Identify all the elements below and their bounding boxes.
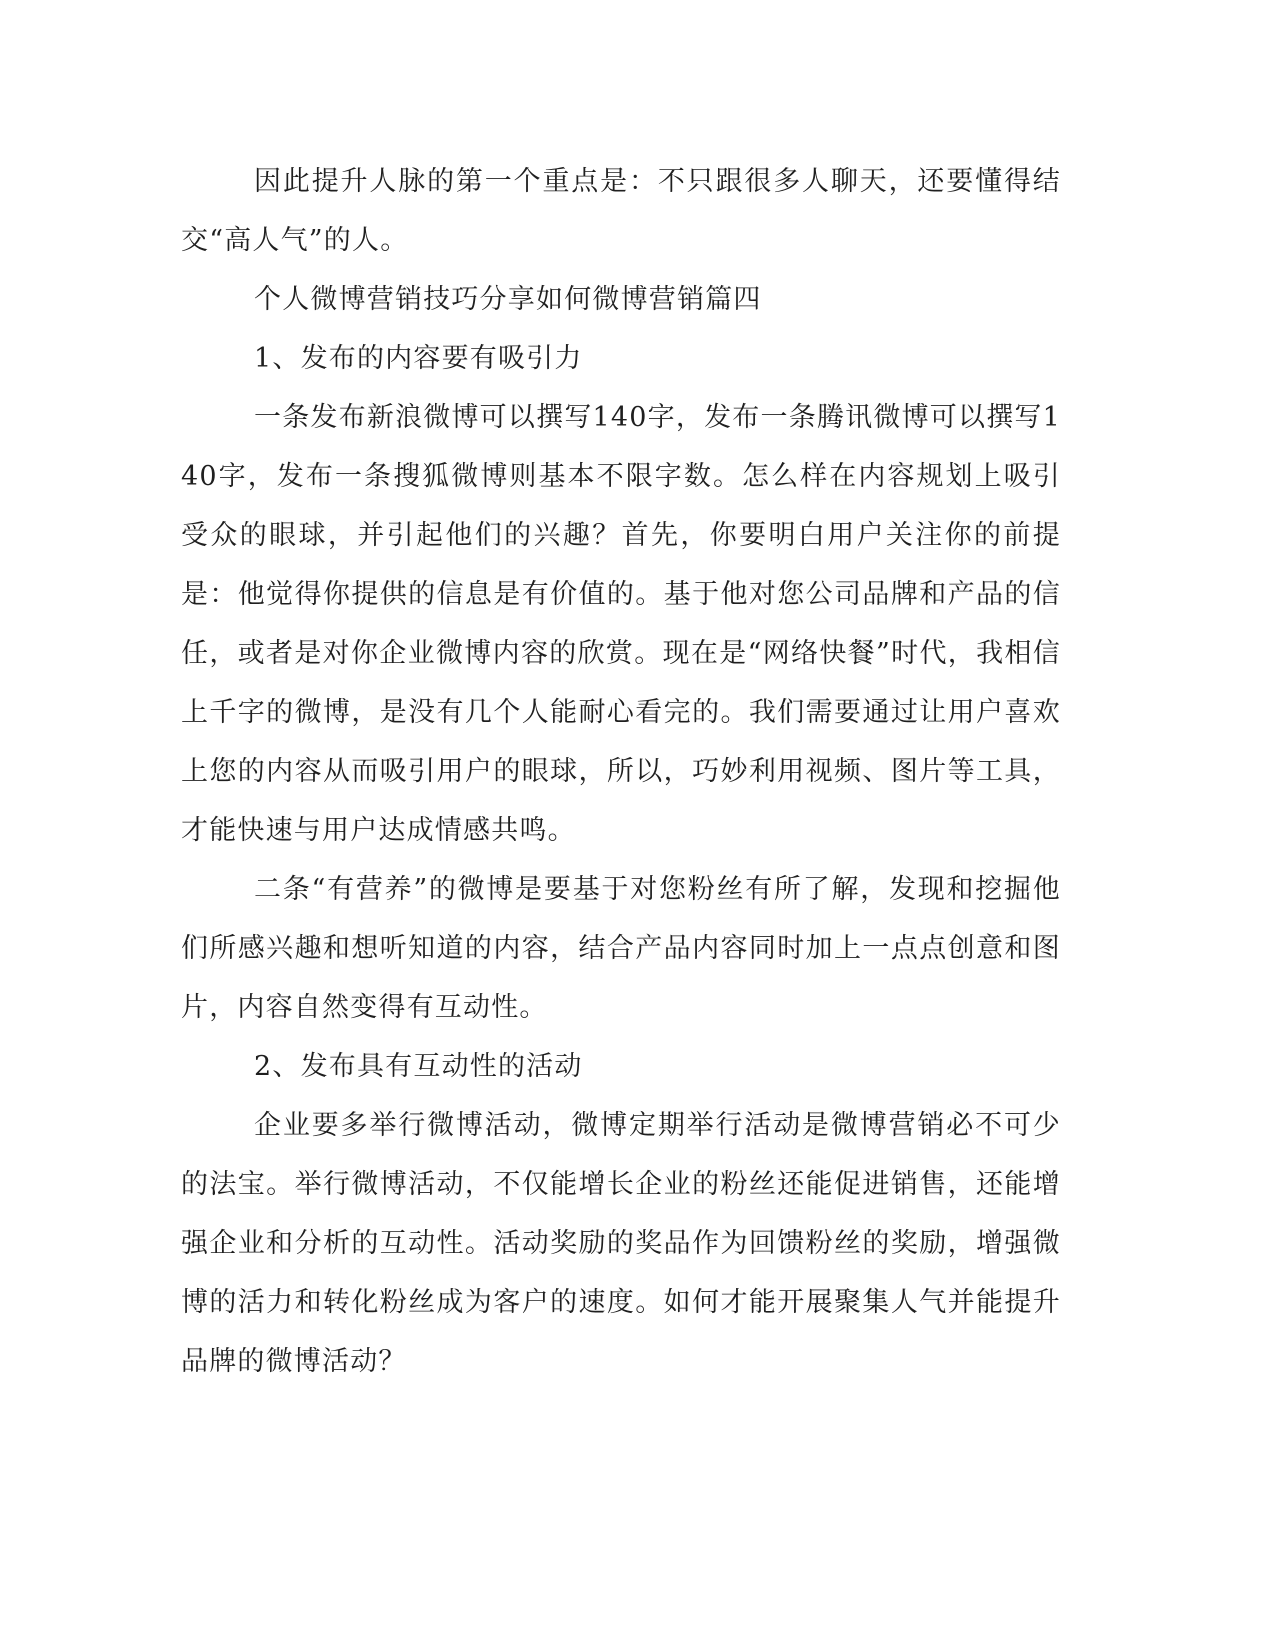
paragraph-networking-point: 因此提升人脉的第一个重点是：不只跟很多人聊天，还要懂得结交“高人气”的人。 [181, 166, 1061, 256]
document-body [181, 152, 1061, 1391]
paragraph-nutritious-weibo: 二条“有营养”的微博是要基于对您粉丝有所了解，发现和挖掘他们所感兴趣和想听知道的内容，结合产品内容同时加上一点点创意和图片，内容自然变得有互动性。 [181, 874, 1061, 1023]
paragraph-content-length: 一条发布新浪微博可以撰写140字，发布一条腾讯微博可以撰写140字，发布一条搜狐微博则基本不限字数。怎么样在内容规划上吸引受众的眼球，并引起他们的兴趣？首先，你要明白用户关注你的前提是：他觉得你提供的信息是有价值的。基于他对您公司品牌和产品的信任，或者是对你企业微博内容的欣赏。现在是“网络快餐”时代，我相信上千字的微博，是没有几个人能耐心看完的。我们需要通过让用户喜欢上您的内容从而吸引用户的眼球，所以，巧妙利用视频、图片等工具，才能快速与用户达成情感共鸣。 [181, 402, 1061, 846]
section-heading: 个人微博营销技巧分享如何微博营销篇四 [254, 284, 762, 315]
subheading-interactive-activities: 2、发布具有互动性的活动 [254, 1051, 583, 1082]
subheading-attractive-content: 1、发布的内容要有吸引力 [254, 343, 583, 374]
paragraph-weibo-activities: 企业要多举行微博活动，微博定期举行活动是微博营销必不可少的法宝。举行微博活动，不仅能增长企业的粉丝还能促进销售，还能增强企业和分析的互动性。活动奖励的奖品作为回馈粉丝的奖励，增强微博的活力和转化粉丝成为客户的速度。如何才能开展聚集人气并能提升品牌的微博活动？ [181, 1110, 1061, 1377]
